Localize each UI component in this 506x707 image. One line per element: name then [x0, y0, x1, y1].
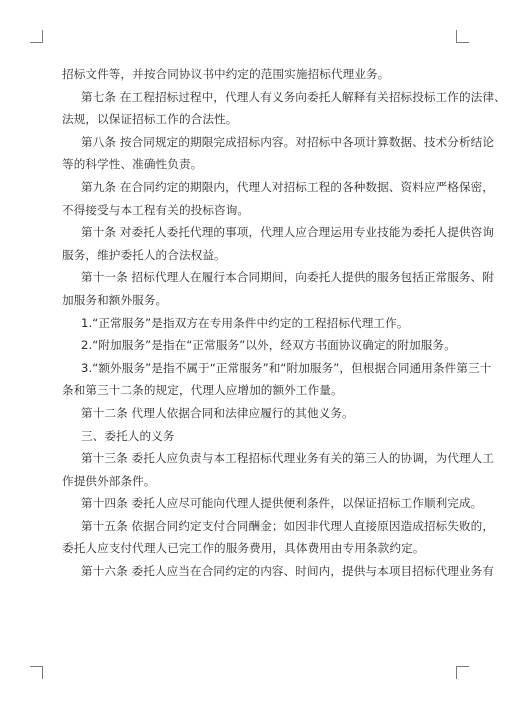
text-line: 第十六条 委托人应当在合同约定的内容、时间内，提供与本项目招标代理业务有 [81, 564, 495, 579]
crop-mark-top-right [456, 30, 469, 43]
document-body [62, 63, 506, 583]
text-line: 2.“附加服务”是指在“正常服务”以外，经双方书面协议确定的附加服务。 [81, 338, 456, 353]
crop-mark-bottom-left [30, 666, 43, 679]
text-line: 法规，以保证招标工作的合法性。 [62, 112, 238, 127]
text-line: 作提供外部条件。 [62, 473, 156, 488]
text-line: 第八条 按合同规定的期限完成招标内容。对招标中各项计算数据、技术分析结论 [81, 134, 495, 149]
crop-mark-top-left [30, 30, 43, 43]
section-heading: 三、委托人的义务 [81, 428, 175, 443]
text-line: 第十二条 代理人依据合同和法律应履行的其他义务。 [81, 405, 354, 420]
text-line: 不得接受与本工程有关的投标咨询。 [62, 202, 250, 217]
text-line: 第十条 对委托人委托代理的事项，代理人应合理运用专业技能为委托人提供咨询 [81, 225, 495, 240]
text-line: 加服务和额外服务。 [62, 292, 168, 307]
text-line: 第十一条 招标代理人在履行本合同期间，向委托人提供的服务包括正常服务、附 [81, 270, 495, 285]
text-line: 招标文件等，并按合同协议书中约定的范围实施招标代理业务。 [62, 67, 390, 81]
text-line: 第十五条 依据合同约定支付合同酬金；如因非代理人直接原因造成招标失败的， [81, 518, 495, 533]
text-line: 第十四条 委托人应尽可能向代理人提供便利条件，以保证招标工作顺利完成。 [81, 496, 483, 511]
text-line: 3.“额外服务”是指不属于“正常服务”和“附加服务”，但根据合同通用条件第三十 [81, 360, 492, 375]
text-line: 服务，维护委托人的合法权益。 [62, 247, 226, 262]
text-line: 第七条 在工程招标过程中，代理人有义务向委托人解释有关招标投标工作的法律、 [81, 89, 506, 104]
text-line: 1.“正常服务”是指双方在专用条件中约定的工程招标代理工作。 [81, 315, 409, 330]
text-line: 第十三条 委托人应负责与本工程招标代理业务有关的第三人的协调，为代理人工 [81, 451, 495, 466]
text-line: 等的科学性、准确性负责。 [62, 157, 203, 172]
crop-mark-bottom-right [456, 666, 469, 679]
text-line: 第九条 在合同约定的期限内，代理人对招标工程的各种数据、资料应严格保密， [81, 179, 495, 194]
text-line: 委托人应支付代理人已完工作的服务费用，具体费用由专用条款约定。 [62, 541, 425, 556]
text-line: 条和第三十二条的规定，代理人应增加的额外工作量。 [62, 383, 343, 398]
